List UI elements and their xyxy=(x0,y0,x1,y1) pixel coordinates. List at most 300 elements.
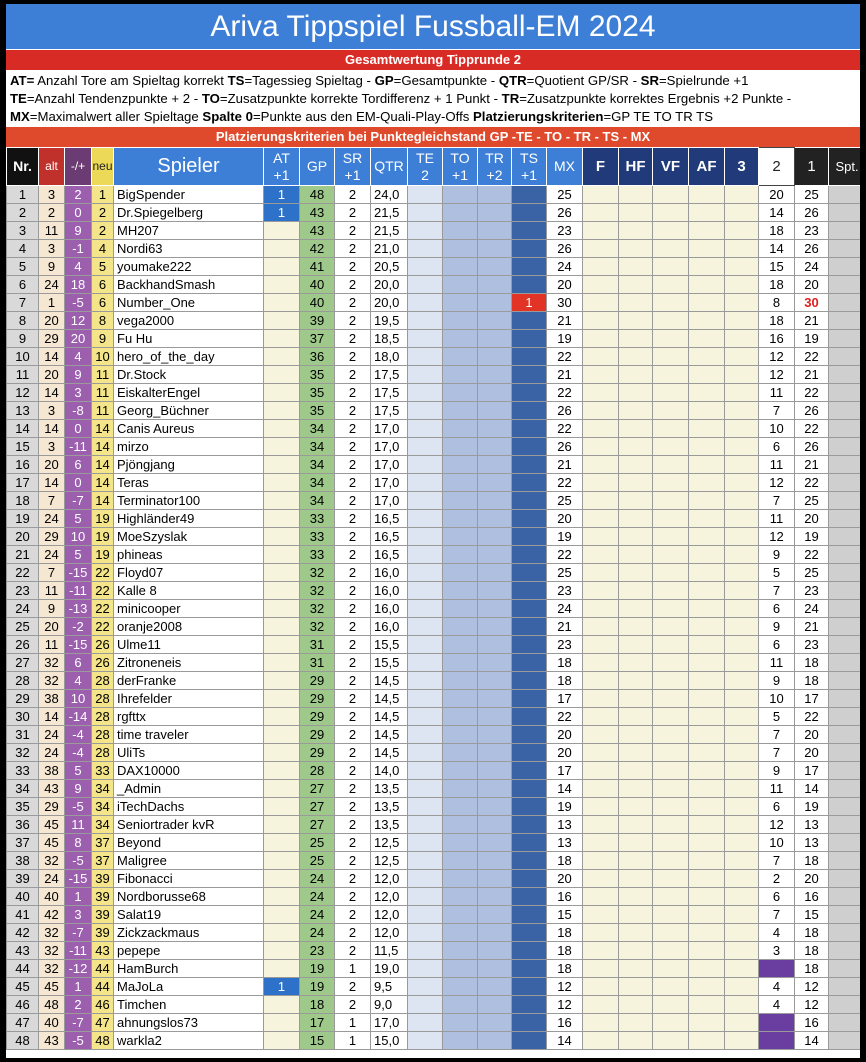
cell-round-1: 20 xyxy=(795,870,829,888)
cell-tr xyxy=(478,708,512,726)
cell-spt xyxy=(829,960,861,978)
cell-semifinal xyxy=(619,330,653,348)
table-row[interactable] xyxy=(7,762,861,780)
cell-round-3 xyxy=(725,960,759,978)
cell-te xyxy=(408,258,443,276)
legend-key: Spalte 0 xyxy=(202,109,253,124)
cell-mx: 24 xyxy=(547,600,583,618)
cell-round-3 xyxy=(725,618,759,636)
cell-neu: 14 xyxy=(92,474,114,492)
header-sr[interactable]: SR +1 xyxy=(335,148,371,186)
cell-gp: 35 xyxy=(300,366,335,384)
cell-diff: 4 xyxy=(65,258,92,276)
cell-round-3 xyxy=(725,924,759,942)
table-row[interactable] xyxy=(7,474,861,492)
cell-player-name: DAX10000 xyxy=(114,762,264,780)
table-row[interactable] xyxy=(7,870,861,888)
table-row[interactable] xyxy=(7,492,861,510)
cell-nr: 9 xyxy=(7,330,39,348)
table-row[interactable] xyxy=(7,654,861,672)
cell-sr: 2 xyxy=(335,384,371,402)
cell-diff: -5 xyxy=(65,294,92,312)
cell-neu: 37 xyxy=(92,852,114,870)
cell-alt: 43 xyxy=(39,1032,65,1050)
cell-tr xyxy=(478,510,512,528)
cell-spt xyxy=(829,348,861,366)
table-row[interactable] xyxy=(7,294,861,312)
cell-alt: 14 xyxy=(39,474,65,492)
table-row[interactable] xyxy=(7,726,861,744)
table-row[interactable] xyxy=(7,780,861,798)
cell-final xyxy=(583,690,619,708)
table-row[interactable] xyxy=(7,618,861,636)
cell-sr: 2 xyxy=(335,582,371,600)
table-row[interactable] xyxy=(7,546,861,564)
cell-tr xyxy=(478,744,512,762)
cell-ts xyxy=(512,960,547,978)
cell-ts xyxy=(512,816,547,834)
cell-quarterfinal xyxy=(653,870,689,888)
cell-round-1: 18 xyxy=(795,852,829,870)
table-row[interactable] xyxy=(7,798,861,816)
legend-text: =Maximalwert aller Spieltage xyxy=(29,109,203,124)
table-row[interactable] xyxy=(7,528,861,546)
cell-round-1: 16 xyxy=(795,1014,829,1032)
cell-alt: 3 xyxy=(39,402,65,420)
cell-spt xyxy=(829,816,861,834)
cell-at xyxy=(264,924,300,942)
header-round-1[interactable]: 1 xyxy=(795,148,829,186)
cell-round-1: 21 xyxy=(795,366,829,384)
table-row[interactable] xyxy=(7,816,861,834)
header-round-3[interactable]: 3 xyxy=(725,148,759,186)
cell-at xyxy=(264,546,300,564)
cell-nr: 34 xyxy=(7,780,39,798)
cell-mx: 26 xyxy=(547,438,583,456)
legend-text: =Gesamtpunkte - xyxy=(393,73,499,88)
cell-round-of-16 xyxy=(689,906,725,924)
cell-quarterfinal xyxy=(653,1014,689,1032)
cell-spt xyxy=(829,294,861,312)
cell-tr xyxy=(478,546,512,564)
cell-round-2: 12 xyxy=(759,474,795,492)
cell-final xyxy=(583,1032,619,1050)
cell-diff: 3 xyxy=(65,906,92,924)
cell-te xyxy=(408,492,443,510)
table-row[interactable] xyxy=(7,834,861,852)
cell-semifinal xyxy=(619,708,653,726)
cell-sr: 2 xyxy=(335,474,371,492)
cell-alt: 24 xyxy=(39,744,65,762)
table-row[interactable] xyxy=(7,456,861,474)
cell-sr: 2 xyxy=(335,708,371,726)
cell-round-2 xyxy=(759,1032,795,1050)
cell-ts xyxy=(512,726,547,744)
table-row[interactable] xyxy=(7,222,861,240)
header-qtr[interactable]: QTR xyxy=(371,148,408,186)
cell-round-3 xyxy=(725,1032,759,1050)
cell-spt xyxy=(829,384,861,402)
cell-tr xyxy=(478,366,512,384)
cell-qtr: 13,5 xyxy=(371,780,408,798)
cell-qtr: 19,0 xyxy=(371,960,408,978)
cell-ts xyxy=(512,528,547,546)
cell-final xyxy=(583,366,619,384)
cell-nr: 20 xyxy=(7,528,39,546)
cell-to xyxy=(443,204,478,222)
cell-sr: 1 xyxy=(335,960,371,978)
cell-spt xyxy=(829,906,861,924)
cell-round-2: 5 xyxy=(759,708,795,726)
cell-final xyxy=(583,186,619,204)
cell-sr: 2 xyxy=(335,564,371,582)
cell-round-2: 15 xyxy=(759,258,795,276)
cell-tr xyxy=(478,672,512,690)
cell-qtr: 20,5 xyxy=(371,258,408,276)
cell-tr xyxy=(478,762,512,780)
table-row[interactable] xyxy=(7,1032,861,1050)
legend-text: =Zusatzpunkte korrekte Tordifferenz + 1 Punkt - xyxy=(219,91,502,106)
cell-player-name: MaJoLa xyxy=(114,978,264,996)
cell-neu: 8 xyxy=(92,312,114,330)
cell-gp: 29 xyxy=(300,708,335,726)
cell-alt: 7 xyxy=(39,492,65,510)
cell-quarterfinal xyxy=(653,798,689,816)
cell-spt xyxy=(829,996,861,1014)
cell-ts xyxy=(512,366,547,384)
cell-sr: 1 xyxy=(335,1014,371,1032)
cell-round-2: 20 xyxy=(759,186,795,204)
header-ts[interactable]: TS +1 xyxy=(512,148,547,186)
table-row[interactable] xyxy=(7,636,861,654)
table-row[interactable] xyxy=(7,240,861,258)
cell-at xyxy=(264,348,300,366)
legend-key: QTR xyxy=(498,73,527,88)
header-round-of-16[interactable]: AF xyxy=(689,148,725,186)
cell-at xyxy=(264,960,300,978)
cell-nr: 47 xyxy=(7,1014,39,1032)
cell-ts xyxy=(512,834,547,852)
cell-round-2: 7 xyxy=(759,402,795,420)
cell-player-name: hero_of_the_day xyxy=(114,348,264,366)
cell-player-name: EiskalterEngel xyxy=(114,384,264,402)
table-row[interactable] xyxy=(7,420,861,438)
cell-quarterfinal xyxy=(653,816,689,834)
cell-gp: 35 xyxy=(300,402,335,420)
cell-round-1: 22 xyxy=(795,474,829,492)
cell-semifinal xyxy=(619,816,653,834)
cell-nr: 40 xyxy=(7,888,39,906)
cell-te xyxy=(408,438,443,456)
cell-alt: 14 xyxy=(39,420,65,438)
legend-line-3 xyxy=(10,108,856,126)
cell-te xyxy=(408,852,443,870)
cell-alt: 11 xyxy=(39,222,65,240)
cell-gp: 48 xyxy=(300,186,335,204)
header-at[interactable]: AT +1 xyxy=(264,148,300,186)
cell-sr: 2 xyxy=(335,294,371,312)
cell-gp: 35 xyxy=(300,384,335,402)
cell-te xyxy=(408,672,443,690)
cell-nr: 24 xyxy=(7,600,39,618)
cell-gp: 32 xyxy=(300,600,335,618)
table-row[interactable] xyxy=(7,276,861,294)
cell-to xyxy=(443,762,478,780)
cell-tr xyxy=(478,978,512,996)
cell-qtr: 14,5 xyxy=(371,690,408,708)
cell-mx: 18 xyxy=(547,924,583,942)
header-nr[interactable]: Nr. xyxy=(7,148,39,186)
header-spieler[interactable]: Spieler xyxy=(114,148,264,186)
cell-quarterfinal xyxy=(653,690,689,708)
table-row[interactable] xyxy=(7,690,861,708)
cell-quarterfinal xyxy=(653,636,689,654)
cell-player-name: oranje2008 xyxy=(114,618,264,636)
table-row[interactable] xyxy=(7,924,861,942)
table-row[interactable] xyxy=(7,888,861,906)
cell-round-of-16 xyxy=(689,204,725,222)
cell-nr: 43 xyxy=(7,942,39,960)
cell-diff: 11 xyxy=(65,816,92,834)
cell-final xyxy=(583,438,619,456)
table-row[interactable] xyxy=(7,564,861,582)
table-row[interactable] xyxy=(7,438,861,456)
table-row[interactable] xyxy=(7,258,861,276)
cell-round-1: 23 xyxy=(795,582,829,600)
cell-qtr: 16,0 xyxy=(371,582,408,600)
cell-to xyxy=(443,1014,478,1032)
cell-round-3 xyxy=(725,366,759,384)
cell-final xyxy=(583,564,619,582)
cell-round-3 xyxy=(725,384,759,402)
cell-player-name: youmake222 xyxy=(114,258,264,276)
cell-mx: 26 xyxy=(547,240,583,258)
cell-mx: 22 xyxy=(547,546,583,564)
cell-semifinal xyxy=(619,996,653,1014)
cell-round-1: 18 xyxy=(795,924,829,942)
cell-gp: 29 xyxy=(300,690,335,708)
cell-round-of-16 xyxy=(689,654,725,672)
cell-player-name: Highländer49 xyxy=(114,510,264,528)
cell-player-name: Seniortrader kvR xyxy=(114,816,264,834)
header-neu[interactable]: neu xyxy=(92,148,114,186)
cell-final xyxy=(583,654,619,672)
cell-at xyxy=(264,996,300,1014)
cell-semifinal xyxy=(619,240,653,258)
header-final[interactable]: F xyxy=(583,148,619,186)
cell-nr: 41 xyxy=(7,906,39,924)
cell-quarterfinal xyxy=(653,456,689,474)
cell-gp: 34 xyxy=(300,492,335,510)
cell-gp: 33 xyxy=(300,546,335,564)
table-row[interactable] xyxy=(7,312,861,330)
cell-round-3 xyxy=(725,240,759,258)
subtitle-banner: Gesamtwertung Tipprunde 2 xyxy=(6,50,860,70)
table-row[interactable] xyxy=(7,1014,861,1032)
cell-te xyxy=(408,240,443,258)
cell-round-2: 9 xyxy=(759,762,795,780)
cell-te xyxy=(408,564,443,582)
header-spt[interactable]: Spt. xyxy=(829,148,861,186)
cell-nr: 4 xyxy=(7,240,39,258)
cell-mx: 17 xyxy=(547,690,583,708)
cell-to xyxy=(443,402,478,420)
cell-nr: 15 xyxy=(7,438,39,456)
cell-sr: 1 xyxy=(335,1032,371,1050)
cell-gp: 29 xyxy=(300,744,335,762)
cell-te xyxy=(408,186,443,204)
cell-sr: 2 xyxy=(335,546,371,564)
cell-final xyxy=(583,582,619,600)
cell-sr: 2 xyxy=(335,438,371,456)
header-gp[interactable]: GP xyxy=(300,148,335,186)
table-row[interactable] xyxy=(7,996,861,1014)
cell-quarterfinal xyxy=(653,438,689,456)
cell-final xyxy=(583,402,619,420)
cell-final xyxy=(583,906,619,924)
cell-diff: -2 xyxy=(65,618,92,636)
cell-nr: 30 xyxy=(7,708,39,726)
cell-at xyxy=(264,420,300,438)
cell-neu: 43 xyxy=(92,942,114,960)
header-diff[interactable]: -/+ xyxy=(65,148,92,186)
table-row[interactable] xyxy=(7,960,861,978)
cell-round-2: 10 xyxy=(759,834,795,852)
cell-diff: 8 xyxy=(65,834,92,852)
cell-te xyxy=(408,222,443,240)
cell-ts xyxy=(512,924,547,942)
cell-ts xyxy=(512,852,547,870)
cell-player-name: Canis Aureus xyxy=(114,420,264,438)
cell-spt xyxy=(829,420,861,438)
cell-gp: 43 xyxy=(300,204,335,222)
cell-final xyxy=(583,762,619,780)
cell-alt: 24 xyxy=(39,546,65,564)
table-row[interactable] xyxy=(7,852,861,870)
header-round-2[interactable]: 2 xyxy=(759,148,795,186)
cell-to xyxy=(443,330,478,348)
cell-gp: 24 xyxy=(300,870,335,888)
table-row[interactable] xyxy=(7,942,861,960)
cell-gp: 34 xyxy=(300,456,335,474)
cell-round-2: 18 xyxy=(759,276,795,294)
table-row[interactable] xyxy=(7,600,861,618)
cell-at xyxy=(264,690,300,708)
cell-neu: 34 xyxy=(92,816,114,834)
cell-te xyxy=(408,708,443,726)
header-quarterfinal[interactable]: VF xyxy=(653,148,689,186)
cell-round-of-16 xyxy=(689,348,725,366)
cell-diff: 3 xyxy=(65,384,92,402)
table-row[interactable] xyxy=(7,348,861,366)
legend-text: =Anzahl Tendenzpunkte + 2 - xyxy=(26,91,202,106)
cell-final xyxy=(583,816,619,834)
cell-player-name: Fibonacci xyxy=(114,870,264,888)
cell-sr: 2 xyxy=(335,276,371,294)
cell-semifinal xyxy=(619,690,653,708)
cell-round-2 xyxy=(759,960,795,978)
table-row[interactable] xyxy=(7,582,861,600)
table-row[interactable] xyxy=(7,402,861,420)
cell-ts xyxy=(512,438,547,456)
cell-mx: 25 xyxy=(547,186,583,204)
table-row[interactable] xyxy=(7,906,861,924)
cell-diff: -11 xyxy=(65,438,92,456)
table-row[interactable] xyxy=(7,978,861,996)
table-row[interactable] xyxy=(7,330,861,348)
cell-neu: 46 xyxy=(92,996,114,1014)
header-mx[interactable]: MX xyxy=(547,148,583,186)
cell-diff: 9 xyxy=(65,366,92,384)
cell-diff: -5 xyxy=(65,852,92,870)
cell-quarterfinal xyxy=(653,726,689,744)
table-row[interactable] xyxy=(7,510,861,528)
cell-diff: -15 xyxy=(65,564,92,582)
cell-mx: 25 xyxy=(547,492,583,510)
cell-gp: 33 xyxy=(300,528,335,546)
cell-round-3 xyxy=(725,762,759,780)
cell-sr: 2 xyxy=(335,852,371,870)
cell-sr: 2 xyxy=(335,186,371,204)
cell-alt: 11 xyxy=(39,582,65,600)
header-semifinal[interactable]: HF xyxy=(619,148,653,186)
table-row[interactable] xyxy=(7,708,861,726)
cell-nr: 29 xyxy=(7,690,39,708)
table-row[interactable] xyxy=(7,186,861,204)
cell-at xyxy=(264,654,300,672)
cell-sr: 2 xyxy=(335,798,371,816)
header-to[interactable]: TO +1 xyxy=(443,148,478,186)
cell-round-2: 14 xyxy=(759,240,795,258)
cell-round-1: 25 xyxy=(795,186,829,204)
table-row[interactable] xyxy=(7,384,861,402)
cell-alt: 32 xyxy=(39,654,65,672)
cell-to xyxy=(443,438,478,456)
cell-round-1: 25 xyxy=(795,492,829,510)
table-row[interactable] xyxy=(7,744,861,762)
cell-alt: 45 xyxy=(39,978,65,996)
table-row[interactable] xyxy=(7,204,861,222)
cell-spt xyxy=(829,474,861,492)
cell-quarterfinal xyxy=(653,780,689,798)
cell-semifinal xyxy=(619,798,653,816)
cell-round-of-16 xyxy=(689,996,725,1014)
cell-neu: 37 xyxy=(92,834,114,852)
cell-spt xyxy=(829,762,861,780)
cell-diff: -7 xyxy=(65,924,92,942)
header-tr[interactable]: TR +2 xyxy=(478,148,512,186)
table-row[interactable] xyxy=(7,366,861,384)
cell-semifinal xyxy=(619,348,653,366)
cell-nr: 5 xyxy=(7,258,39,276)
cell-alt: 9 xyxy=(39,600,65,618)
cell-round-of-16 xyxy=(689,744,725,762)
table-row[interactable] xyxy=(7,672,861,690)
cell-neu: 14 xyxy=(92,492,114,510)
cell-mx: 23 xyxy=(547,582,583,600)
header-alt[interactable]: alt xyxy=(39,148,65,186)
cell-te xyxy=(408,888,443,906)
cell-round-of-16 xyxy=(689,456,725,474)
cell-round-2: 18 xyxy=(759,312,795,330)
cell-round-3 xyxy=(725,204,759,222)
cell-round-1: 20 xyxy=(795,510,829,528)
cell-round-3 xyxy=(725,636,759,654)
cell-to xyxy=(443,816,478,834)
cell-at xyxy=(264,618,300,636)
header-te[interactable]: TE 2 xyxy=(408,148,443,186)
cell-nr: 39 xyxy=(7,870,39,888)
